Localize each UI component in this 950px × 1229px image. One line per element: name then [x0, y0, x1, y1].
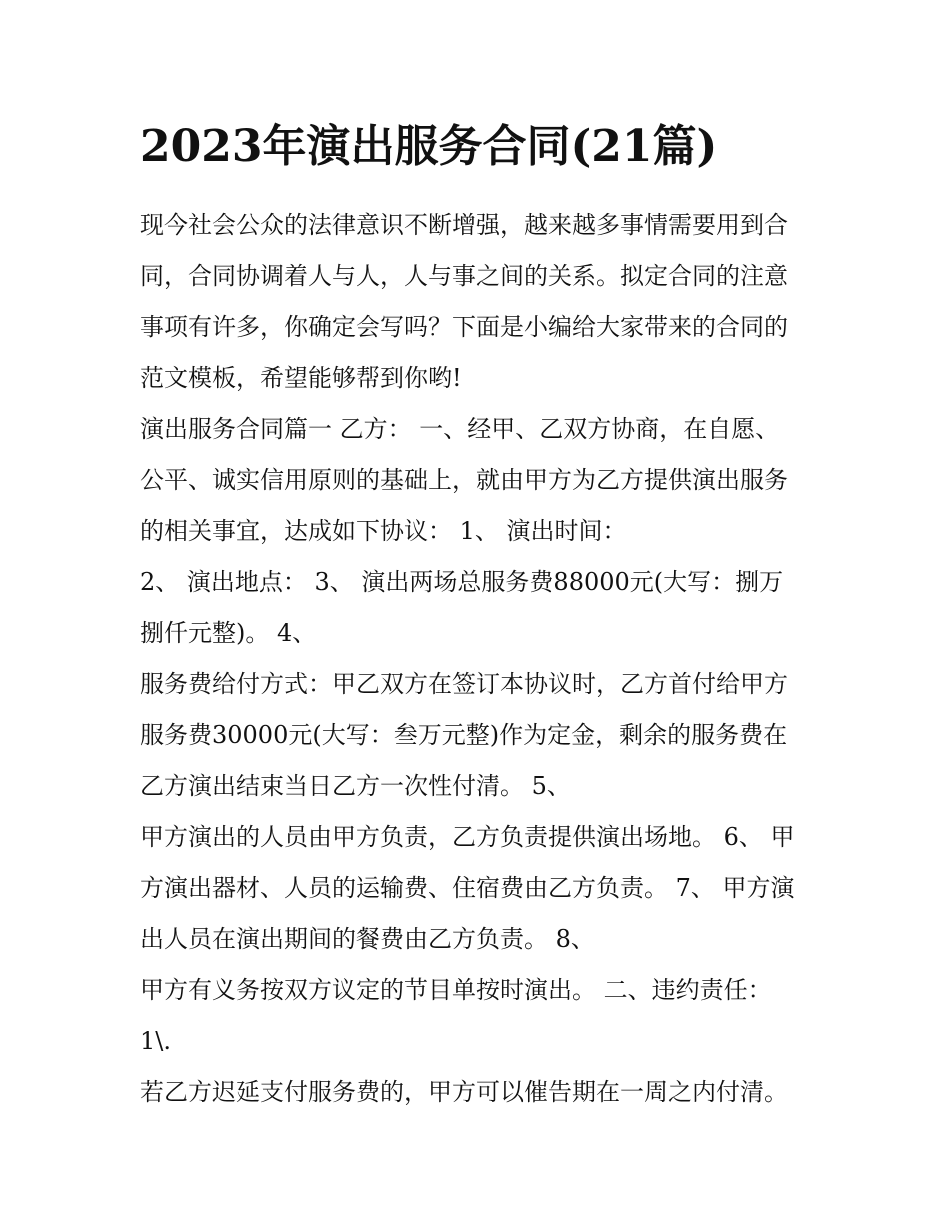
body-line: 乙方演出结束当日乙方一次性付清。 5、 [140, 772, 571, 800]
document-body [140, 200, 820, 1118]
body-line: 范文模板，希望能够帮到你哟! [140, 364, 462, 392]
body-line: 事项有许多，你确定会写吗？下面是小编给大家带来的合同的 [140, 313, 788, 341]
body-line: 甲方演出的人员由甲方负责，乙方负责提供演出场地。 6、 甲 [140, 823, 795, 851]
body-line: 出人员在演出期间的餐费由乙方负责。 8、 [140, 925, 595, 953]
document-title: 2023年演出服务合同(21篇) [140, 121, 718, 172]
body-line: 公平、诚实信用原则的基础上，就由甲方为乙方提供演出服务 [140, 466, 788, 494]
body-line: 演出服务合同篇一 乙方： 一、经甲、乙双方协商，在自愿、 [140, 415, 780, 443]
body-line: 甲方有义务按双方议定的节目单按时演出。 二、违约责任： [140, 976, 772, 1004]
body-line: 1\. [140, 1027, 171, 1055]
body-line: 服务费30000元(大写：叁万元整)作为定金，剩余的服务费在 [140, 721, 788, 749]
body-line: 服务费给付方式：甲乙双方在签订本协议时，乙方首付给甲方 [140, 670, 788, 698]
body-line: 若乙方迟延支付服务费的，甲方可以催告期在一周之内付清。 [140, 1078, 788, 1106]
body-line: 同，合同协调着人与人，人与事之间的关系。拟定合同的注意 [140, 262, 788, 290]
body-line: 的相关事宜，达成如下协议： 1、 演出时间： [140, 517, 627, 545]
body-line: 2、 演出地点： 3、 演出两场总服务费88000元(大写：捌万 [140, 568, 784, 596]
body-line: 现今社会公众的法律意识不断增强，越来越多事情需要用到合 [140, 211, 788, 239]
body-line: 捌仟元整)。 4、 [140, 619, 317, 647]
body-line: 方演出器材、人员的运输费、住宿费由乙方负责。 7、 甲方演 [140, 874, 795, 902]
